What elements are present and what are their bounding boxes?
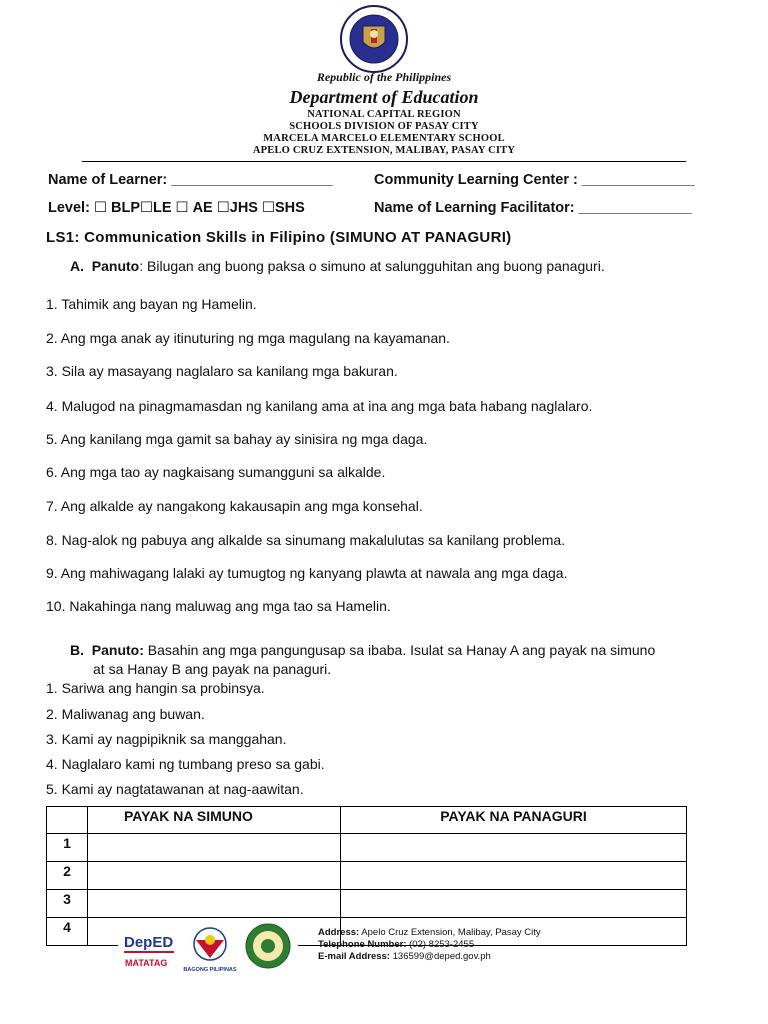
part-b-item: 1. Sariwa ang hangin sa probinsya. (46, 680, 265, 696)
level-field (48, 200, 305, 216)
table-header-simuno: PAYAK NA SIMUNO (88, 807, 341, 834)
answer-table-header (47, 807, 687, 834)
row-number: 1 (47, 834, 88, 862)
department-heading: Department of Education (289, 87, 479, 107)
part-a-item: 8. Nag-alok ng pabuya ang alkalde sa sinumang makalulutas sa kanilang problema. (46, 532, 566, 548)
part-b-item: 2. Maliwanag ang buwan. (46, 706, 205, 722)
table-row (47, 834, 687, 862)
deped-seal-logo (339, 4, 409, 74)
table-header-number (47, 807, 88, 834)
level-option-blp[interactable]: ☐ BLP (93, 200, 140, 216)
part-b-item: 4. Naglalaro kami ng tumbang preso sa gabi. (46, 756, 325, 772)
table-row (47, 890, 687, 918)
part-a-item: 1. Tahimik ang bayan ng Hamelin. (46, 296, 257, 312)
learner-name-field[interactable]: Name of Learner: ____________________ (48, 172, 333, 188)
part-b-directions-continued: at sa Hanay B ang payak na panaguri. (93, 661, 332, 677)
region-line: NATIONAL CAPITAL REGION (307, 109, 461, 120)
footer-email: E-mail Address: 136599@deped.gov.ph (318, 951, 491, 962)
footer-logos-graphic (118, 920, 298, 976)
footer-phone: Telephone Number: (02) 8253-2455 (318, 939, 475, 950)
republic-heading: Republic of the Philippines (316, 70, 452, 84)
part-a-directions: A. Panuto: Bilugan ang buong paksa o simuno at salungguhitan ang buong panaguri. (70, 258, 605, 274)
level-option-ae[interactable]: ☐ AE (175, 200, 213, 216)
school-line: MARCELA MARCELO ELEMENTARY SCHOOL (263, 133, 505, 144)
row-number: 4 (47, 918, 88, 946)
footer-address: Address: Apelo Cruz Extension, Malibay, Pasay City (318, 927, 541, 938)
level-label: Level: (48, 200, 90, 216)
part-a-item: 9. Ang mahiwagang lalaki ay tumugtog ng kanyang plawta at nawala ang mga daga. (46, 565, 568, 581)
level-option-jhs[interactable]: ☐JHS (216, 200, 258, 216)
row-number: 2 (47, 862, 88, 890)
part-a-item: 10. Nakahinga nang maluwag ang mga tao sa Hamelin. (46, 598, 391, 614)
part-b-directions: B. Panuto: Basahin ang mga pangungusap sa ibaba. Isulat sa Hanay A ang payak na simuno (70, 642, 656, 658)
part-a-item: 3. Sila ay masayang naglalaro sa kanilang mga bakuran. (46, 363, 398, 379)
simuno-answer-cell[interactable] (88, 890, 341, 918)
table-row (47, 862, 687, 890)
panaguri-answer-cell[interactable] (341, 834, 687, 862)
part-a-item: 6. Ang mga tao ay nagkaisang sumangguni sa alkalde. (46, 464, 386, 480)
part-a-item: 4. Malugod na pinagmamasdan ng kanilang ama at ina ang mga bata habang naglalaro. (46, 398, 593, 414)
learning-facilitator-field[interactable]: Name of Learning Facilitator: ______________ (374, 200, 692, 216)
community-learning-center-field[interactable]: Community Learning Center : ______________ (374, 172, 695, 188)
header-divider (82, 161, 686, 162)
level-option-le[interactable]: ☐LE (139, 200, 172, 216)
deped-logo-text: DepED (124, 934, 174, 951)
division-line: SCHOOLS DIVISION OF PASAY CITY (289, 121, 479, 132)
part-a-item: 2. Ang mga anak ay itinuturing ng mga magulang na kayamanan. (46, 330, 450, 346)
worksheet-title: LS1: Communication Skills in Filipino (SIMUNO AT PANAGURI) (46, 229, 512, 246)
level-option-shs[interactable]: ☐SHS (262, 200, 305, 216)
part-b-item: 5. Kami ay nagtatawanan at nag-aawitan. (46, 781, 304, 797)
simuno-answer-cell[interactable] (88, 834, 341, 862)
row-number: 3 (47, 890, 88, 918)
table-header-panaguri: PAYAK NA PANAGURI (341, 807, 687, 834)
matatag-logo-text: MATATAG (125, 958, 168, 968)
bagong-pilipinas-text: BAGONG PILIPINAS (183, 967, 237, 973)
part-a-item: 7. Ang alkalde ay nangakong kakausapin ang mga konsehal. (46, 498, 423, 514)
simuno-answer-cell[interactable] (88, 862, 341, 890)
panaguri-answer-cell[interactable] (341, 890, 687, 918)
footer-logos (118, 920, 298, 976)
part-b-item: 3. Kami ay nagpipiknik sa manggahan. (46, 731, 287, 747)
school-address-line: APELO CRUZ EXTENSION, MALIBAY, PASAY CITY (252, 145, 516, 156)
panaguri-answer-cell[interactable] (341, 862, 687, 890)
part-a-item: 5. Ang kanilang mga gamit sa bahay ay sinisira ng mga daga. (46, 431, 428, 447)
